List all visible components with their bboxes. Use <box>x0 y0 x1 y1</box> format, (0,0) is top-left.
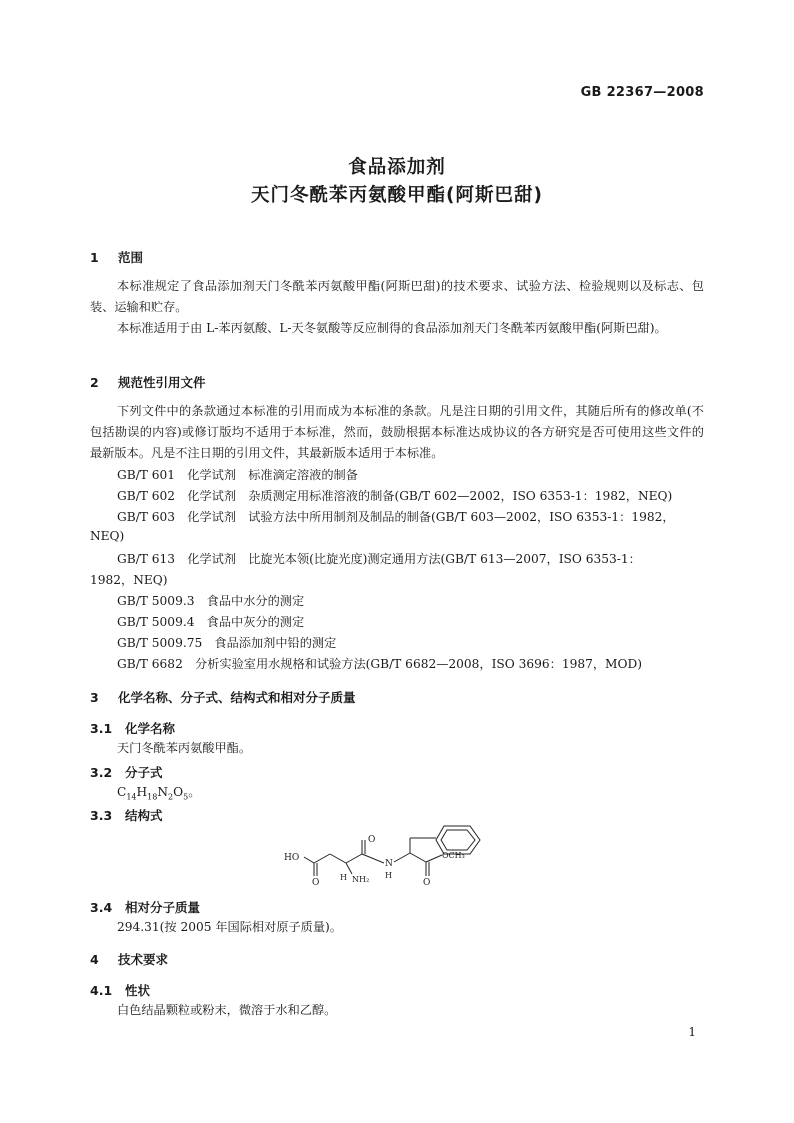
section-3-3-heading: 3.3 结构式 <box>90 808 163 823</box>
section-4-1-heading: 4.1 性状 <box>90 983 151 998</box>
svg-text:N: N <box>385 859 393 869</box>
document-title-line1: 食品添加剂 <box>348 157 446 178</box>
section-1-paragraph-2: 本标准适用于由 L-苯丙氨酸、L-天冬氨酸等反应制得的食品添加剂天门冬酰苯丙氨酸甲酯(阿斯巴甜)。 <box>117 321 667 335</box>
svg-text:H: H <box>385 871 392 880</box>
svg-text:HO: HO <box>284 853 300 863</box>
reference-gbt5009-75: GB/T 5009.75 食品添加剂中铅的测定 <box>117 636 337 650</box>
document-title-line2: 天门冬酰苯丙氨酸甲酯(阿斯巴甜) <box>251 185 543 206</box>
svg-text:OCH₃: OCH₃ <box>442 851 465 860</box>
section-3-1-heading: 3.1 化学名称 <box>90 721 176 736</box>
structural-formula <box>280 822 520 894</box>
appearance-text: 白色结晶颗粒或粉末，微溶于水和乙醇。 <box>117 1003 337 1017</box>
chemical-name: 天门冬酰苯丙氨酸甲酯。 <box>117 741 252 755</box>
molecular-mass: 294.31(按 2005 年国际相对原子质量)。 <box>117 920 342 934</box>
svg-text:O: O <box>423 878 431 888</box>
svg-text:NH₂: NH₂ <box>352 875 370 884</box>
page-number: 1 <box>688 1025 696 1039</box>
reference-gbt5009-3: GB/T 5009.3 食品中水分的测定 <box>117 594 305 608</box>
reference-gbt603: GB/T 603 化学试剂 试验方法中所用制剂及制品的制备(GB/T 603—2002，ISO 6353-1：1982， <box>117 510 675 524</box>
section-1-paragraph-1: 本标准规定了食品添加剂天门冬酰苯丙氨酸甲酯(阿斯巴甜)的技术要求、试验方法、检验规则以及标志、包装、运输和贮存。 <box>90 279 704 314</box>
section-3-4-heading: 3.4 相对分子质量 <box>90 900 201 915</box>
svg-text:H: H <box>340 873 347 882</box>
section-4-heading: 4 技术要求 <box>90 952 169 967</box>
reference-gbt603-cont: NEQ) <box>90 529 125 543</box>
standard-code: GB 22367—2008 <box>580 85 704 100</box>
reference-gbt613-cont: 1982，NEQ) <box>90 573 168 587</box>
section-2-heading: 2 规范性引用文件 <box>90 375 206 390</box>
svg-text:O: O <box>368 835 376 845</box>
reference-gbt601: GB/T 601 化学试剂 标准滴定溶液的制备 <box>117 468 358 482</box>
section-3-2-heading: 3.2 分子式 <box>90 765 163 780</box>
molecular-formula: $C_{14}H_{18}N_2O_5$。 <box>117 785 201 802</box>
svg-text:O: O <box>312 878 320 888</box>
section-1-heading: 1 范围 <box>90 250 144 265</box>
section-3-heading: 3 化学名称、分子式、结构式和相对分子质量 <box>90 690 356 705</box>
reference-gbt613: GB/T 613 化学试剂 比旋光本领(比旋光度)测定通用方法(GB/T 613—2007，ISO 6353-1： <box>117 552 641 566</box>
reference-gbt5009-4: GB/T 5009.4 食品中灰分的测定 <box>117 615 305 629</box>
section-2-intro: 下列文件中的条款通过本标准的引用而成为本标准的条款。凡是注日期的引用文件，其随后所有的修改单(不包括勘误的内容)或修订版均不适用于本标准，然而，鼓励根据本标准达成协议的各方研究是否可使用这些文件的最新版本。凡是不注日期的引用文件，其最新版本适用于本标准。 <box>90 404 704 460</box>
reference-gbt602: GB/T 602 化学试剂 杂质测定用标准溶液的制备(GB/T 602—2002，ISO 6353-1：1982，NEQ) <box>117 489 673 503</box>
reference-gbt6682: GB/T 6682 分析实验室用水规格和试验方法(GB/T 6682—2008，ISO 3696：1987，MOD) <box>117 657 643 671</box>
